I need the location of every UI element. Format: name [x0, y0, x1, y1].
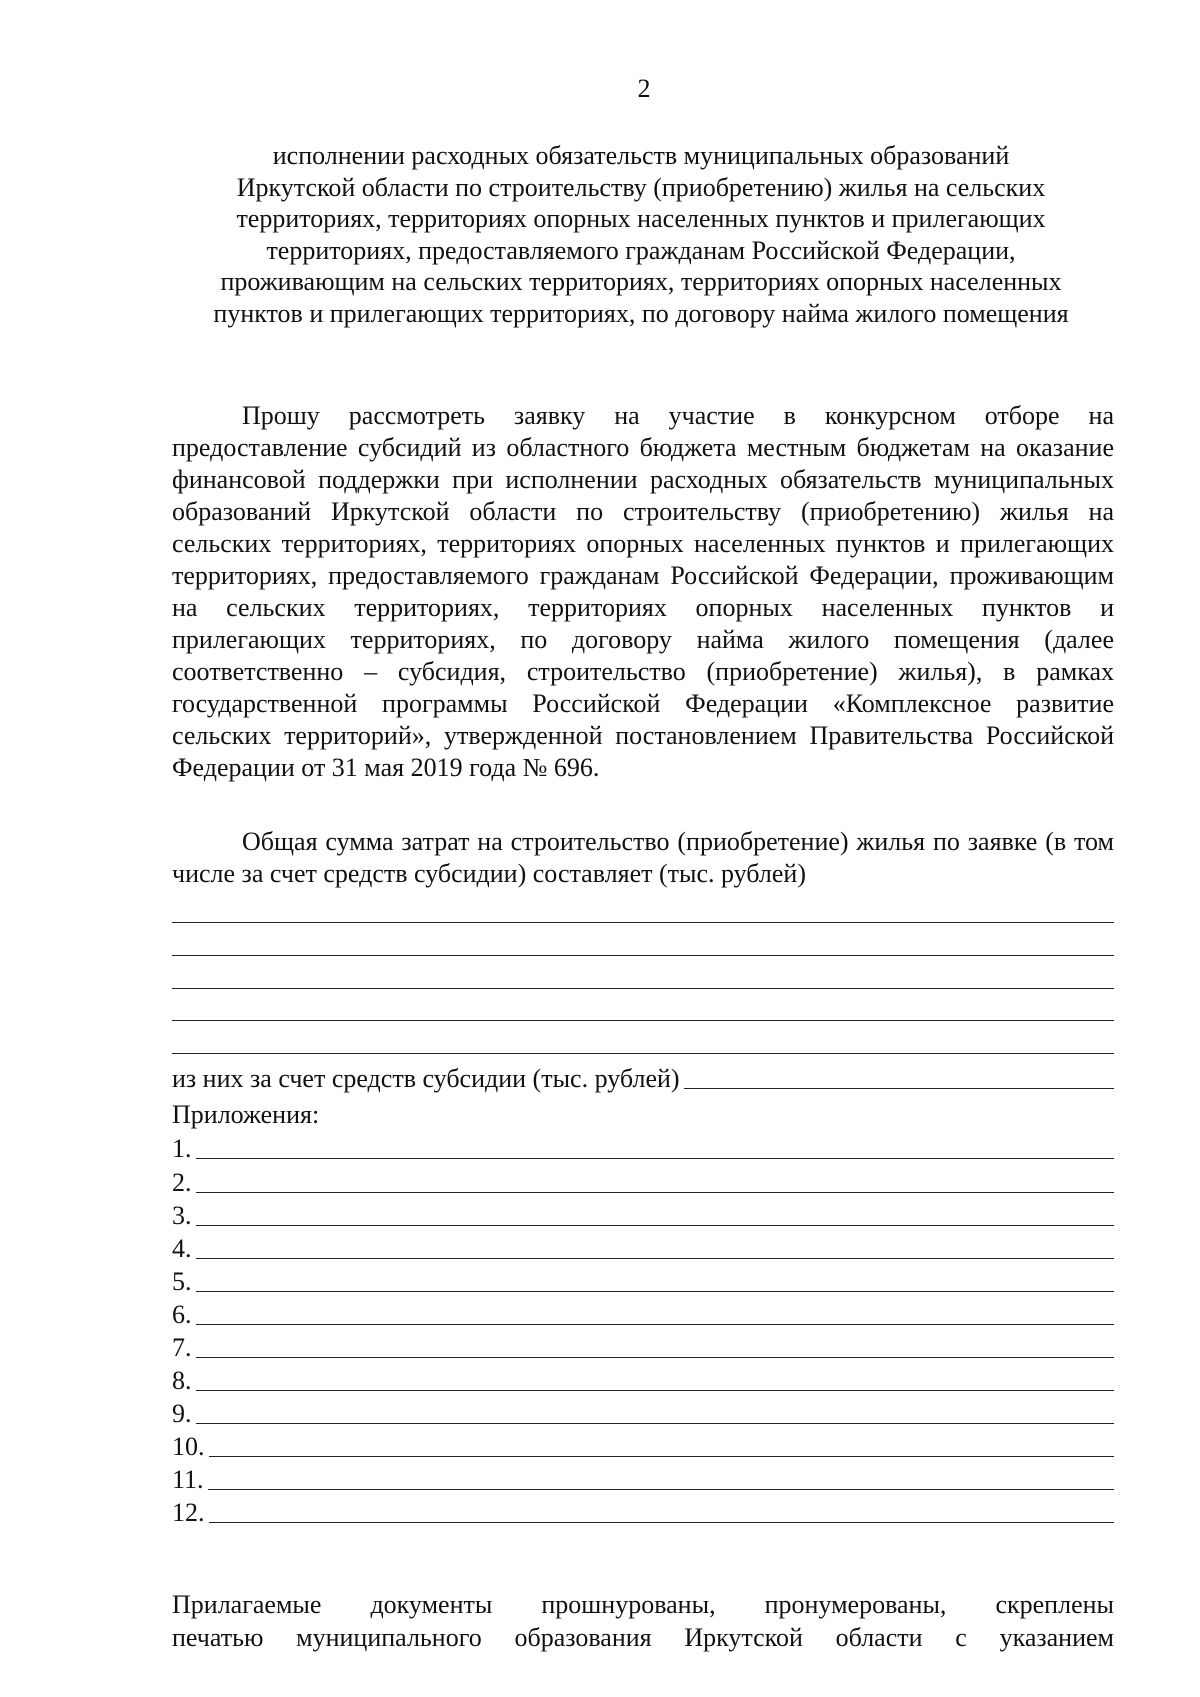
attachment-number: 4.	[172, 1234, 192, 1263]
attachment-blank[interactable]	[196, 1158, 1115, 1159]
attachment-row	[172, 1298, 1114, 1332]
closing-line: Прилагаемые документы прошнурованы, пронумерованы, скреплены	[172, 1590, 1114, 1619]
attachment-blank[interactable]	[196, 1258, 1115, 1259]
attachment-row	[172, 1232, 1114, 1266]
attachment-blank[interactable]	[196, 1324, 1115, 1325]
subsidy-amount-row	[172, 1062, 1114, 1096]
heading-line: территориях, предоставляемого гражданам Российской Федерации,	[266, 235, 1016, 265]
attachment-blank[interactable]	[208, 1489, 1114, 1490]
total-cost-blank-line[interactable]	[172, 988, 1114, 989]
heading-line: территориях, территориях опорных населенных пунктов и прилегающих	[236, 204, 1046, 234]
attachment-row	[172, 1364, 1114, 1398]
subsidy-amount-blank[interactable]	[684, 1088, 1114, 1089]
closing-line: печатью муниципального образования Иркутской области с указанием	[172, 1623, 1114, 1652]
attachment-row	[172, 1397, 1114, 1431]
heading-line: Иркутской области по строительству (приобретению) жилья на сельских	[236, 172, 1046, 202]
attachment-number: 3.	[172, 1201, 192, 1230]
total-cost-blank-line[interactable]	[172, 955, 1114, 956]
heading-line: пунктов и прилегающих территориях, по договору найма жилого помещения	[213, 298, 1069, 328]
heading	[160, 140, 1122, 330]
attachment-number: 1.	[172, 1134, 192, 1163]
attachment-row	[172, 1430, 1114, 1464]
closing-paragraph	[172, 1588, 1114, 1654]
attachment-number: 7.	[172, 1333, 192, 1362]
total-cost-blank-line[interactable]	[172, 1053, 1114, 1054]
attachment-row	[172, 1496, 1114, 1530]
attachment-row	[172, 1331, 1114, 1365]
attachment-number: 12.	[172, 1498, 205, 1527]
attachment-blank[interactable]	[209, 1522, 1115, 1523]
attachment-row	[172, 1199, 1114, 1233]
attachment-row	[172, 1166, 1114, 1200]
attachment-blank[interactable]	[196, 1357, 1115, 1358]
attachment-row	[172, 1463, 1114, 1497]
attachment-blank[interactable]	[196, 1390, 1115, 1391]
heading-line: исполнении расходных обязательств муниципальных образований	[272, 141, 1010, 170]
attachment-blank[interactable]	[196, 1192, 1115, 1193]
request-paragraph: Прошу рассмотреть заявку на участие в конкурсном отборе на предоставление субсидий из областного бюджета местным бюджетам на оказание финансовой поддержки при исполнении расходных обязательств муниципальных образований Иркутской области по строительству (приобретению) жилья на сельских территориях, территориях опорных населенных пунктов и прилегающих территориях, предоставляемого гражданам Российской Федерации, проживающим на сельских территориях, территориях опорных населенных пунктов и прилегающих территориях, по договору найма жилого помещения (далее соответственно – субсидия, строительство (приобретение) жилья), в рамках государственной программы Российской Федерации «Комплексное развитие сельских территорий», утвержденной постановлением Правительства Российской Федерации от 31 мая 2019 года № 696.	[172, 401, 1114, 782]
attachment-number: 2.	[172, 1168, 192, 1197]
total-cost-blank-line[interactable]	[172, 922, 1114, 923]
attachments-label: Приложения:	[172, 1100, 320, 1129]
attachment-number: 6.	[172, 1300, 192, 1329]
attachment-number: 9.	[172, 1399, 192, 1428]
attachment-number: 11.	[172, 1465, 204, 1494]
attachment-blank[interactable]	[196, 1225, 1115, 1226]
heading-line: проживающим на сельских территориях, территориях опорных населенных	[220, 267, 1062, 297]
attachment-blank[interactable]	[196, 1423, 1115, 1424]
attachment-blank[interactable]	[196, 1291, 1115, 1292]
total-cost-paragraph: Общая сумма затрат на строительство (приобретение) жилья по заявке (в том числе за счет средств субсидии) составляет (тыс. рублей)	[172, 827, 1114, 888]
page-number: 2	[637, 74, 651, 103]
attachment-number: 5.	[172, 1267, 192, 1296]
attachment-row	[172, 1132, 1114, 1166]
attachment-number: 10.	[172, 1432, 205, 1461]
total-cost-blank-line[interactable]	[172, 1020, 1114, 1021]
subsidy-amount-label: из них за счет средств субсидии (тыс. рублей)	[172, 1064, 680, 1093]
attachment-blank[interactable]	[209, 1456, 1115, 1457]
attachment-number: 8.	[172, 1366, 192, 1395]
attachment-row	[172, 1265, 1114, 1299]
